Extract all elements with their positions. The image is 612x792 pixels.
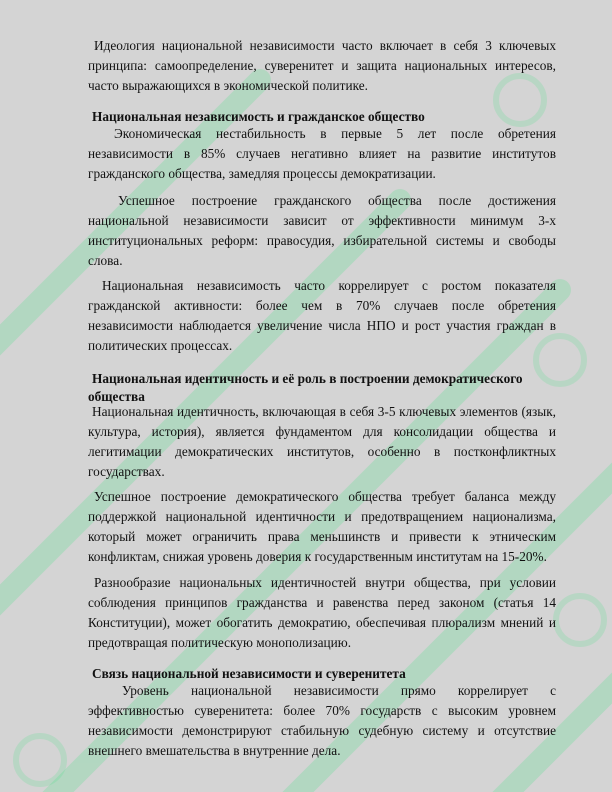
heading-independence-civil-society: Национальная независимость и гражданское общество (92, 109, 425, 124)
paragraph-sovereignty-correlation: Уровень национальной независимости прямо коррелирует с эффективностью суверенитета: более 70% государств с высоким уровнем независимости демонстрируют стабильную судебную систему и отсутствие внешнего вмешательства в внутренние дела. (88, 683, 556, 758)
paragraph-economic-instability: Экономическая нестабильность в первые 5 лет после обретения независимости в 85% случаев негативно влияет на развитие институтов гражданского общества, замедляя процессы демократизации. (88, 126, 556, 181)
paragraph-national-identity-elements: Национальная идентичность, включающая в себя 3-5 ключевых элементов (язык, культура, история), является фундаментом для консолидации общества и легитимации демократических институтов, особенно в постконфликтных государствах. (88, 404, 556, 479)
heading-independence-sovereignty: Связь национальной независимости и суверенитета (92, 666, 406, 681)
paragraph-civil-society-building: Успешное построение гражданского общества после достижения национальной независимости зависит от эффективности минимум 3-х институциональных реформ: правосудия, избирательной системы и свободы слова. (88, 193, 556, 268)
paragraph-democracy-balance: Успешное построение демократического общества требует баланса между поддержкой национальной идентичности и предотвращением национализма, который может ограничить права меньшинств и привести к этническим конфликтам, снижая уровень доверия к государственным институтам на 15-20%. (88, 489, 556, 564)
paragraph-identity-diversity: Разнообразие национальных идентичностей внутри общества, при условии соблюдения принципов гражданства и равенства перед законом (статья 14 Конституции), может обогатить демократию, обеспечивая плюрализм мнений и предотвращая политическую монополизацию. (88, 575, 556, 650)
paragraph-civic-activity: Национальная независимость часто коррелирует с ростом показателя гражданской активности: более чем в 70% случаев после обретения независимости наблюдается увеличение числа НПО и рост участия граждан в политических процессах. (88, 278, 556, 353)
heading-national-identity: Национальная идентичность и её роль в построении демократического общества (88, 371, 523, 404)
paragraph-ideology: Идеология национальной независимости часто включает в себя 3 ключевых принципа: самоопределение, суверенитет и защита национальных интересов, часто выражающихся в экономической политике. (88, 38, 556, 93)
